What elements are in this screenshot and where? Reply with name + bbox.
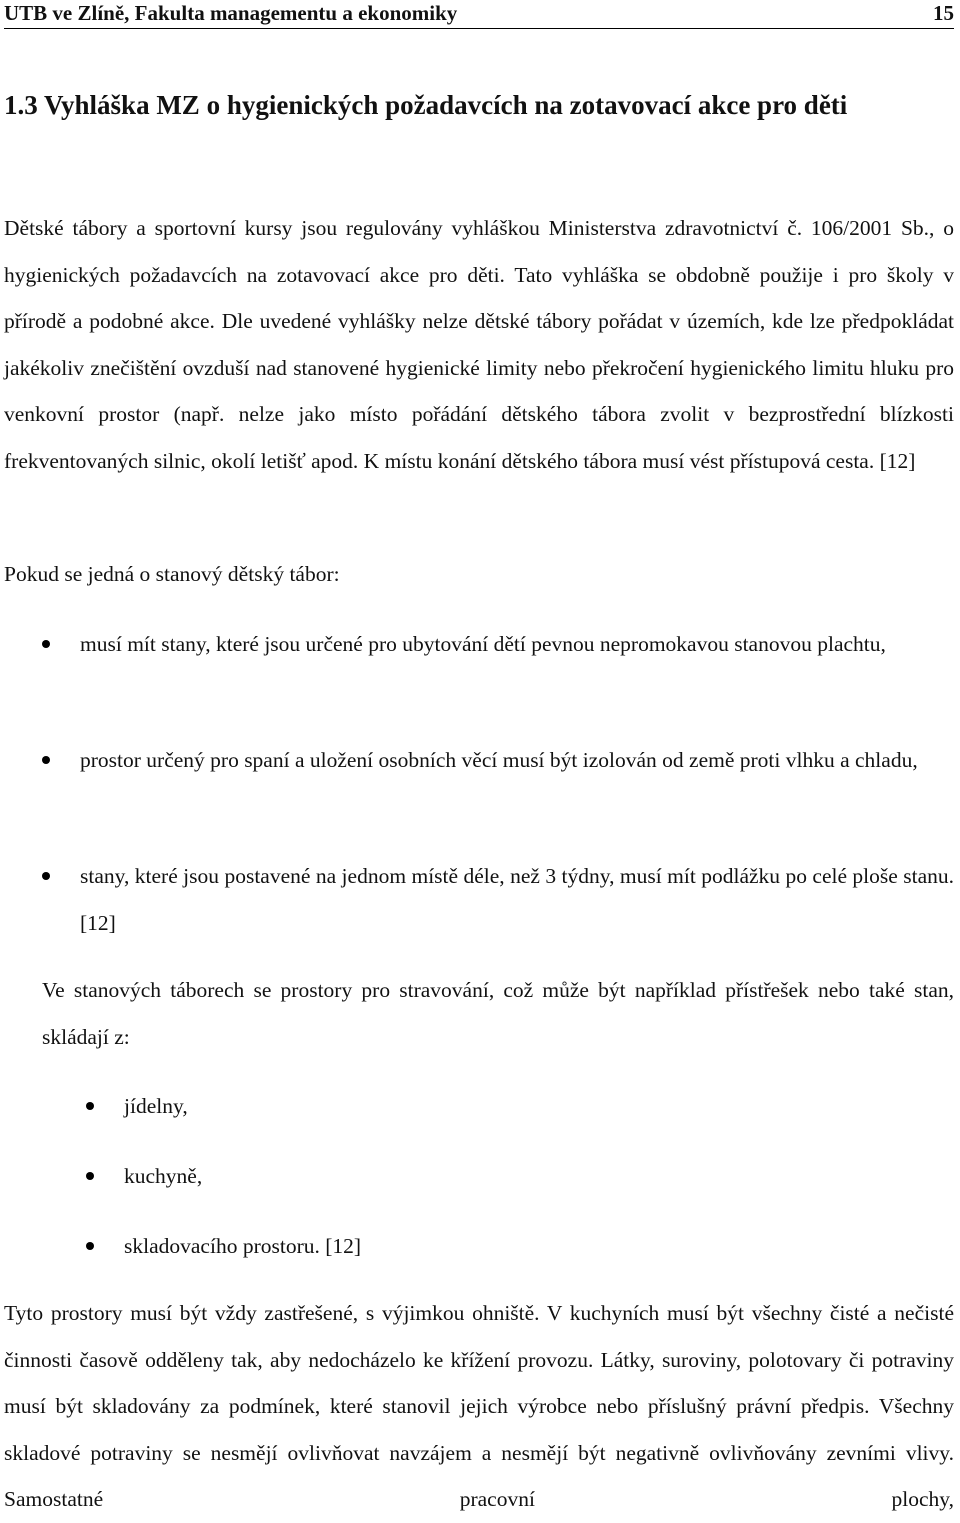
tent-camp-lead: Pokud se jedná o stanový dětský tábor: [4,562,340,586]
bullet-icon [86,1242,94,1250]
bullet-icon [42,756,50,764]
catering-part-3: skladovacího prostoru. [12] [124,1234,362,1258]
bullet-icon [86,1172,94,1180]
header-page-number: 15 [933,1,954,25]
catering-part-1: jídelny, [124,1094,188,1118]
catering-lead: Ve stanových táborech se prostory pro stravování, což může být například přístřešek nebo také stan, skládají z: [42,978,954,1049]
bullet-icon [42,872,50,880]
tent-requirement-2: prostor určený pro spaní a uložení osobních věcí musí být izolován od země proti vlhku a chladu, [80,748,918,772]
bullet-icon [86,1102,94,1110]
intro-paragraph: Dětské tábory a sportovní kursy jsou regulovány vyhláškou Ministerstva zdravotnictví č. 106/2001 Sb., o hygienických požadavcích na zotavovací akce pro děti. Tato vyhláška se obdobně použije i pro školy v přírodě a podobné akce. Dle uvedené vyhlášky nelze dětské tábory pořádat v územích, kde lze předpokládat jakékoliv znečištění ovzduší nad stanovené hygienické limity nebo překročení hygienického limitu hluku pro venkovní prostor (např. nelze jako místo pořádání dětského tábora zvolit v bezprostřední blízkosti frekventovaných silnic, okolí letišť apod. K místu konání dětského tábora musí vést přístupová cesta. [12] [4,216,954,473]
tent-requirement-1: musí mít stany, které jsou určené pro ubytování dětí pevnou nepromokavou stanovou plachtu, [80,632,886,656]
header-institution: UTB ve Zlíně, Fakulta managementu a ekonomiky [4,1,458,25]
bullet-icon [42,640,50,648]
closing-paragraph: Tyto prostory musí být vždy zastřešené, s výjimkou ohniště. V kuchyních musí být všechny čisté a nečisté činnosti časově odděleny tak, aby nedocházelo ke křížení provozu. Látky, suroviny, polotovary či potraviny musí být skladovány za podmínek, které stanovil jejich výrobce nebo příslušný právní předpis. Všechny skladové potraviny se nesmějí ovlivňovat navzájem a nesmějí být negativně ovlivňovány zevními vlivy. Samostatné pracovní plochy, [4,1301,954,1511]
catering-part-2: kuchyně, [124,1164,203,1188]
running-header [4,0,954,29]
tent-requirement-3: stany, které jsou postavené na jednom místě déle, než 3 týdny, musí mít podlážku po celé ploše stanu. [12] [80,864,954,935]
section-heading: 1.3 Vyhláška MZ o hygienických požadavcích na zotavovací akce pro děti [4,90,848,120]
